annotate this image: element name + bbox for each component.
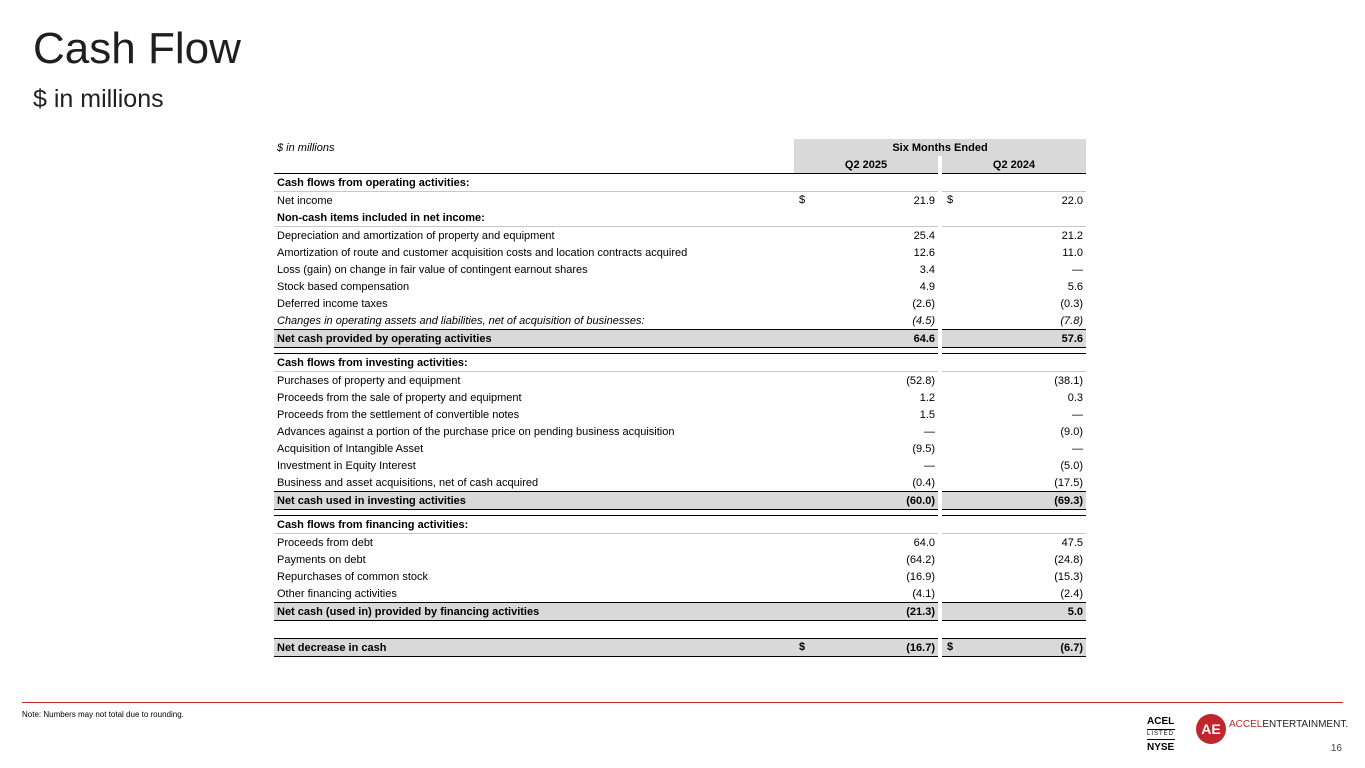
row-label: Depreciation and amortization of property and equipment (277, 229, 555, 242)
value-q2-2024 (942, 278, 1086, 295)
table-row (274, 227, 1086, 245)
page-title: Cash Flow (33, 24, 241, 73)
cell-value: (24.8) (1054, 553, 1083, 566)
cell-value: — (1072, 442, 1083, 455)
value-q2-2025 (794, 516, 938, 534)
page-number: 16 (1330, 743, 1342, 754)
nyse-exchange: NYSE (1147, 742, 1175, 753)
table-row (274, 474, 1086, 492)
value-q2-2024 (942, 406, 1086, 423)
value-q2-2024 (942, 457, 1086, 474)
cell-value: (16.7) (906, 641, 935, 654)
cash-flow-table (274, 139, 1086, 657)
row-label: Non-cash items included in net income: (274, 209, 794, 227)
value-q2-2024 (942, 295, 1086, 312)
row-label: Net cash used in investing activities (274, 492, 794, 510)
cell-value: 12.6 (913, 246, 935, 259)
cell-value: 0.3 (1067, 391, 1083, 404)
value-q2-2025 (794, 492, 938, 510)
spacer-row (274, 621, 1086, 639)
value-q2-2025 (794, 174, 938, 192)
value-q2-2024 (942, 209, 1086, 227)
value-q2-2024 (942, 354, 1086, 372)
row-label: Cash flows from financing activities: (274, 516, 794, 534)
table-row (274, 192, 1086, 210)
table-row (274, 389, 1086, 406)
row-label: Loss (gain) on change in fair value of contingent earnout shares (277, 263, 588, 276)
cell-value: — (924, 425, 935, 438)
value-q2-2024 (942, 261, 1086, 278)
value-q2-2024 (942, 551, 1086, 568)
table-row (274, 568, 1086, 585)
currency-symbol: $ (799, 641, 806, 653)
value-q2-2024 (942, 312, 1086, 330)
cell-value: (21.3) (906, 605, 935, 618)
row-label: Stock based compensation (277, 280, 410, 293)
section-header-row (274, 516, 1086, 534)
table-row (274, 534, 1086, 552)
row-label: Investment in Equity Interest (277, 459, 416, 472)
column-header-q2-2025: Q2 2025 (794, 156, 938, 174)
cell-value: (4.1) (912, 587, 935, 600)
cell-value: (16.9) (906, 570, 935, 583)
cell-value: — (924, 459, 935, 472)
table-row (274, 423, 1086, 440)
cell-value: — (1072, 408, 1083, 421)
value-q2-2024 (942, 330, 1086, 348)
table-row (274, 312, 1086, 330)
footnote: Note: Numbers may not total due to rounding. (22, 710, 184, 719)
cell-value: (0.3) (1060, 297, 1083, 310)
cell-value: (6.7) (1060, 641, 1083, 654)
table-row (274, 261, 1086, 278)
cell-value: 5.6 (1067, 280, 1083, 293)
table-row (274, 457, 1086, 474)
value-q2-2025 (794, 534, 938, 552)
cell-value: 64.6 (913, 332, 935, 345)
row-label: Net cash provided by operating activities (274, 330, 794, 348)
row-label: Other financing activities (274, 585, 794, 603)
cell-value: — (1072, 263, 1083, 276)
value-q2-2025 (794, 639, 938, 657)
value-q2-2025 (794, 585, 938, 603)
cell-value: 1.5 (919, 408, 935, 421)
value-q2-2025 (794, 551, 938, 568)
cell-value: 1.2 (919, 391, 935, 404)
nyse-listed-text: LISTED (1147, 729, 1175, 740)
cell-value: (64.2) (906, 553, 935, 566)
row-label: Net cash (used in) provided by financing activities (274, 603, 794, 621)
table-row (274, 295, 1086, 312)
value-q2-2025 (794, 244, 938, 261)
cell-value: 22.0 (1061, 194, 1083, 207)
page-subtitle: $ in millions (33, 85, 164, 113)
value-q2-2024 (942, 440, 1086, 457)
section-header-row (274, 174, 1086, 192)
row-label: Deferred income taxes (277, 297, 388, 310)
cell-value: (4.5) (912, 314, 935, 327)
column-header-q2-2024: Q2 2024 (942, 156, 1086, 174)
value-q2-2024 (942, 534, 1086, 552)
cell-value: (2.4) (1060, 587, 1083, 600)
value-q2-2024 (942, 585, 1086, 603)
brand-entertainment: ENTERTAINMENT. (1262, 719, 1349, 730)
cell-value: 21.2 (1061, 229, 1083, 242)
total-row (274, 603, 1086, 621)
value-q2-2025 (794, 330, 938, 348)
value-q2-2024 (942, 192, 1086, 210)
cell-value: 4.9 (919, 280, 935, 293)
currency-symbol: $ (799, 194, 806, 206)
cell-value: (9.5) (912, 442, 935, 455)
value-q2-2025 (794, 423, 938, 440)
row-label: Advances against a portion of the purchase price on pending business acquisition (277, 425, 675, 438)
brand-accel: ACCEL (1229, 719, 1263, 730)
row-label: Business and asset acquisitions, net of cash acquired (274, 474, 794, 492)
value-q2-2025 (794, 568, 938, 585)
total-row (274, 492, 1086, 510)
value-q2-2024 (942, 603, 1086, 621)
cell-value: 57.6 (1061, 332, 1083, 345)
value-q2-2025 (794, 603, 938, 621)
value-q2-2024 (942, 474, 1086, 492)
row-label: Payments on debt (277, 553, 366, 566)
value-q2-2025 (794, 295, 938, 312)
value-q2-2025 (794, 474, 938, 492)
value-q2-2025 (794, 372, 938, 390)
row-label: Cash flows from investing activities: (274, 354, 794, 372)
value-q2-2024 (942, 639, 1086, 657)
table-row (274, 551, 1086, 568)
brand-wordmark (1229, 719, 1348, 730)
cell-value: 64.0 (913, 536, 935, 549)
row-label: Proceeds from the settlement of convertible notes (277, 408, 520, 421)
row-label: Changes in operating assets and liabilities, net of acquisition of businesses: (274, 312, 794, 330)
table-row (274, 406, 1086, 423)
value-q2-2025 (794, 312, 938, 330)
value-q2-2024 (942, 244, 1086, 261)
value-q2-2025 (794, 440, 938, 457)
cell-value: 11.0 (1062, 246, 1083, 259)
cell-value: 5.0 (1067, 605, 1083, 618)
cell-value: (5.0) (1060, 459, 1083, 472)
total-row (274, 639, 1086, 657)
row-label: Repurchases of common stock (277, 570, 429, 583)
value-q2-2025 (794, 457, 938, 474)
table-row (274, 372, 1086, 390)
row-label: Proceeds from the sale of property and equipment (277, 391, 522, 404)
total-row (274, 330, 1086, 348)
cell-value: 3.4 (919, 263, 935, 276)
cell-value: (7.8) (1060, 314, 1083, 327)
value-q2-2025 (794, 406, 938, 423)
nyse-ticker: ACEL (1147, 716, 1175, 727)
table-row (274, 585, 1086, 603)
value-q2-2025 (794, 209, 938, 227)
value-q2-2025 (794, 227, 938, 245)
section-header-row (274, 209, 1086, 227)
row-label: Net income (277, 194, 333, 207)
currency-symbol: $ (947, 641, 954, 653)
value-q2-2025 (794, 278, 938, 295)
cell-value: (0.4) (912, 476, 935, 489)
cell-value: (15.3) (1054, 570, 1083, 583)
nyse-listed-logo (1147, 716, 1177, 753)
units-label: $ in millions (277, 141, 335, 154)
value-q2-2024 (942, 568, 1086, 585)
row-label: Proceeds from debt (277, 536, 373, 549)
value-q2-2024 (942, 492, 1086, 510)
row-label: Acquisition of Intangible Asset (277, 442, 424, 455)
value-q2-2025 (794, 354, 938, 372)
cell-value: 21.9 (913, 194, 935, 207)
value-q2-2025 (794, 389, 938, 406)
cash-flow-table-body (274, 174, 1086, 657)
value-q2-2024 (942, 174, 1086, 192)
table-row (274, 440, 1086, 457)
row-label: Cash flows from operating activities: (274, 174, 794, 192)
currency-symbol: $ (947, 194, 954, 206)
row-label: Purchases of property and equipment (277, 374, 461, 387)
value-q2-2024 (942, 423, 1086, 440)
value-q2-2025 (794, 261, 938, 278)
row-label: Amortization of route and customer acquisition costs and location contracts acquired (277, 246, 688, 259)
footer-rule (22, 702, 1343, 703)
section-header-row (274, 354, 1086, 372)
accel-logo-icon: AE (1196, 714, 1226, 744)
cell-value: 47.5 (1061, 536, 1083, 549)
cell-value: (52.8) (906, 374, 935, 387)
cell-value: 25.4 (913, 229, 935, 242)
cell-value: (2.6) (912, 297, 935, 310)
cell-value: (38.1) (1054, 374, 1083, 387)
cell-value: (17.5) (1054, 476, 1083, 489)
cell-value: (69.3) (1054, 494, 1083, 507)
cell-value: (60.0) (906, 494, 935, 507)
table-row (274, 278, 1086, 295)
value-q2-2024 (942, 372, 1086, 390)
value-q2-2024 (942, 516, 1086, 534)
row-label: Net decrease in cash (274, 639, 794, 657)
table-row (274, 244, 1086, 261)
value-q2-2024 (942, 227, 1086, 245)
value-q2-2025 (794, 192, 938, 210)
cell-value: (9.0) (1060, 425, 1083, 438)
value-q2-2024 (942, 389, 1086, 406)
period-header: Six Months Ended (794, 139, 1086, 156)
